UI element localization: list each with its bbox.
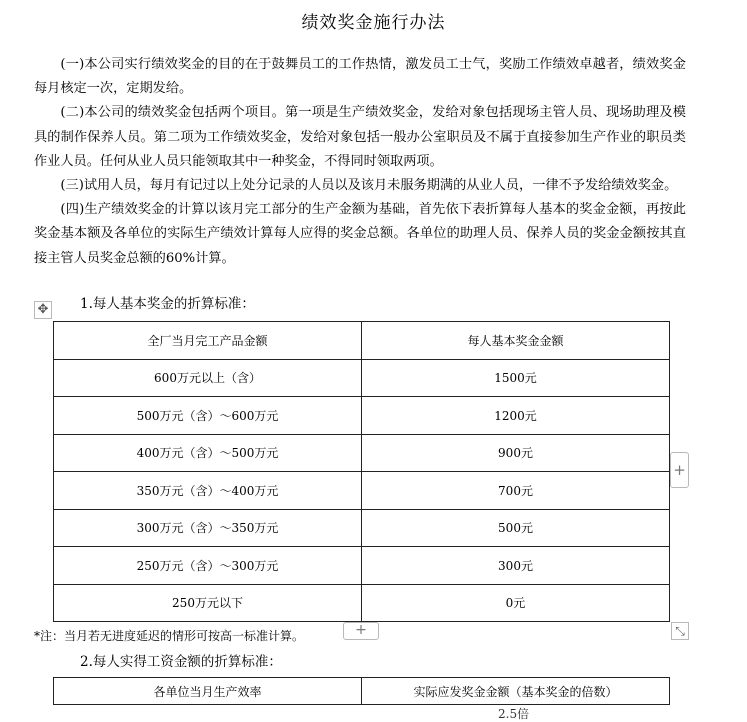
table-resize-icon[interactable]: ⤡ [671,622,689,640]
table-cell[interactable]: 300万元（含）～350万元 [54,509,362,547]
paragraph-4: (四)生产绩效奖金的计算以该月完工部分的生产金额为基础，首先依下表折算每人基本的奖金金额，再按此奖金基本额及各单位的实际生产绩效计算每人应得的奖金总额。各单位的助理人员、保养人员的奖金金额按其直接主管人员奖金总额的60%计算。 [34,202,686,266]
table-row [54,472,670,510]
table-cell[interactable]: 350万元（含）～400万元 [54,472,362,510]
table-row [54,584,670,622]
table-cell[interactable]: 0元 [362,584,670,622]
table-header-row [54,322,670,360]
table-cell[interactable]: 300元 [362,547,670,585]
table-header-cell[interactable]: 每人基本奖金金额 [362,322,670,360]
table-cell[interactable]: 900元 [362,434,670,472]
table-row [54,509,670,547]
table-cell[interactable]: 600万元以上（含） [54,359,362,397]
table-cell[interactable]: 500元 [362,509,670,547]
table-row [54,434,670,472]
table-cell[interactable]: 1200元 [362,397,670,435]
paragraph-1: (一)本公司实行绩效奖金的目的在于鼓舞员工的工作热情，激发员工士气，奖励工作绩效卓越者，绩效奖金每月核定一次，定期发给。 [34,57,686,97]
table-row [54,547,670,585]
document-body [34,53,686,271]
table-note: *注：当月若无进度延迟的情形可按高一标准计算。 [34,629,305,643]
table-cell[interactable]: 500万元（含）～600万元 [54,397,362,435]
table-cell[interactable]: 250万元（含）～300万元 [54,547,362,585]
table-cell[interactable]: 400万元（含）～500万元 [54,434,362,472]
table-header-cell[interactable]: 实际应发奖金金额（基本奖金的倍数） [362,678,670,705]
table-cell-partial: 2.5倍 [498,707,530,721]
paragraph-3: (三)试用人员，每月有记过以上处分记录的人员以及该月未服务期满的从业人员，一律不予发给绩效奖金。 [60,178,678,194]
table-move-handle-icon[interactable]: ✥ [34,301,52,319]
basic-bonus-table [53,321,670,622]
table-cell[interactable]: 250万元以下 [54,584,362,622]
table-row [54,397,670,435]
section-2-heading: 2.每人实得工资金额的折算标准： [80,654,282,670]
table-header-cell[interactable]: 全厂当月完工产品金额 [54,322,362,360]
document-title: 绩效奖金施行办法 [301,13,446,33]
table-header-row [54,678,670,705]
section-1-heading: 1.每人基本奖金的折算标准： [80,296,255,312]
add-column-plus-icon[interactable]: + [670,452,689,488]
actual-bonus-table [53,677,670,705]
table-header-cell[interactable]: 各单位当月生产效率 [54,678,362,705]
table-cell[interactable]: 700元 [362,472,670,510]
add-row-plus-icon[interactable]: + [343,622,379,640]
table-cell[interactable]: 1500元 [362,359,670,397]
paragraph-2: (二)本公司的绩效奖金包括两个项目。第一项是生产绩效奖金，发给对象包括现场主管人员、现场助理及模具的制作保养人员。第二项为工作绩效奖金，发给对象包括一般办公室职员及不属于直接参加生产作业的职员类作业人员。任何从业人员只能领取其中一种奖金，不得同时领取两项。 [34,105,686,169]
table-row [54,359,670,397]
